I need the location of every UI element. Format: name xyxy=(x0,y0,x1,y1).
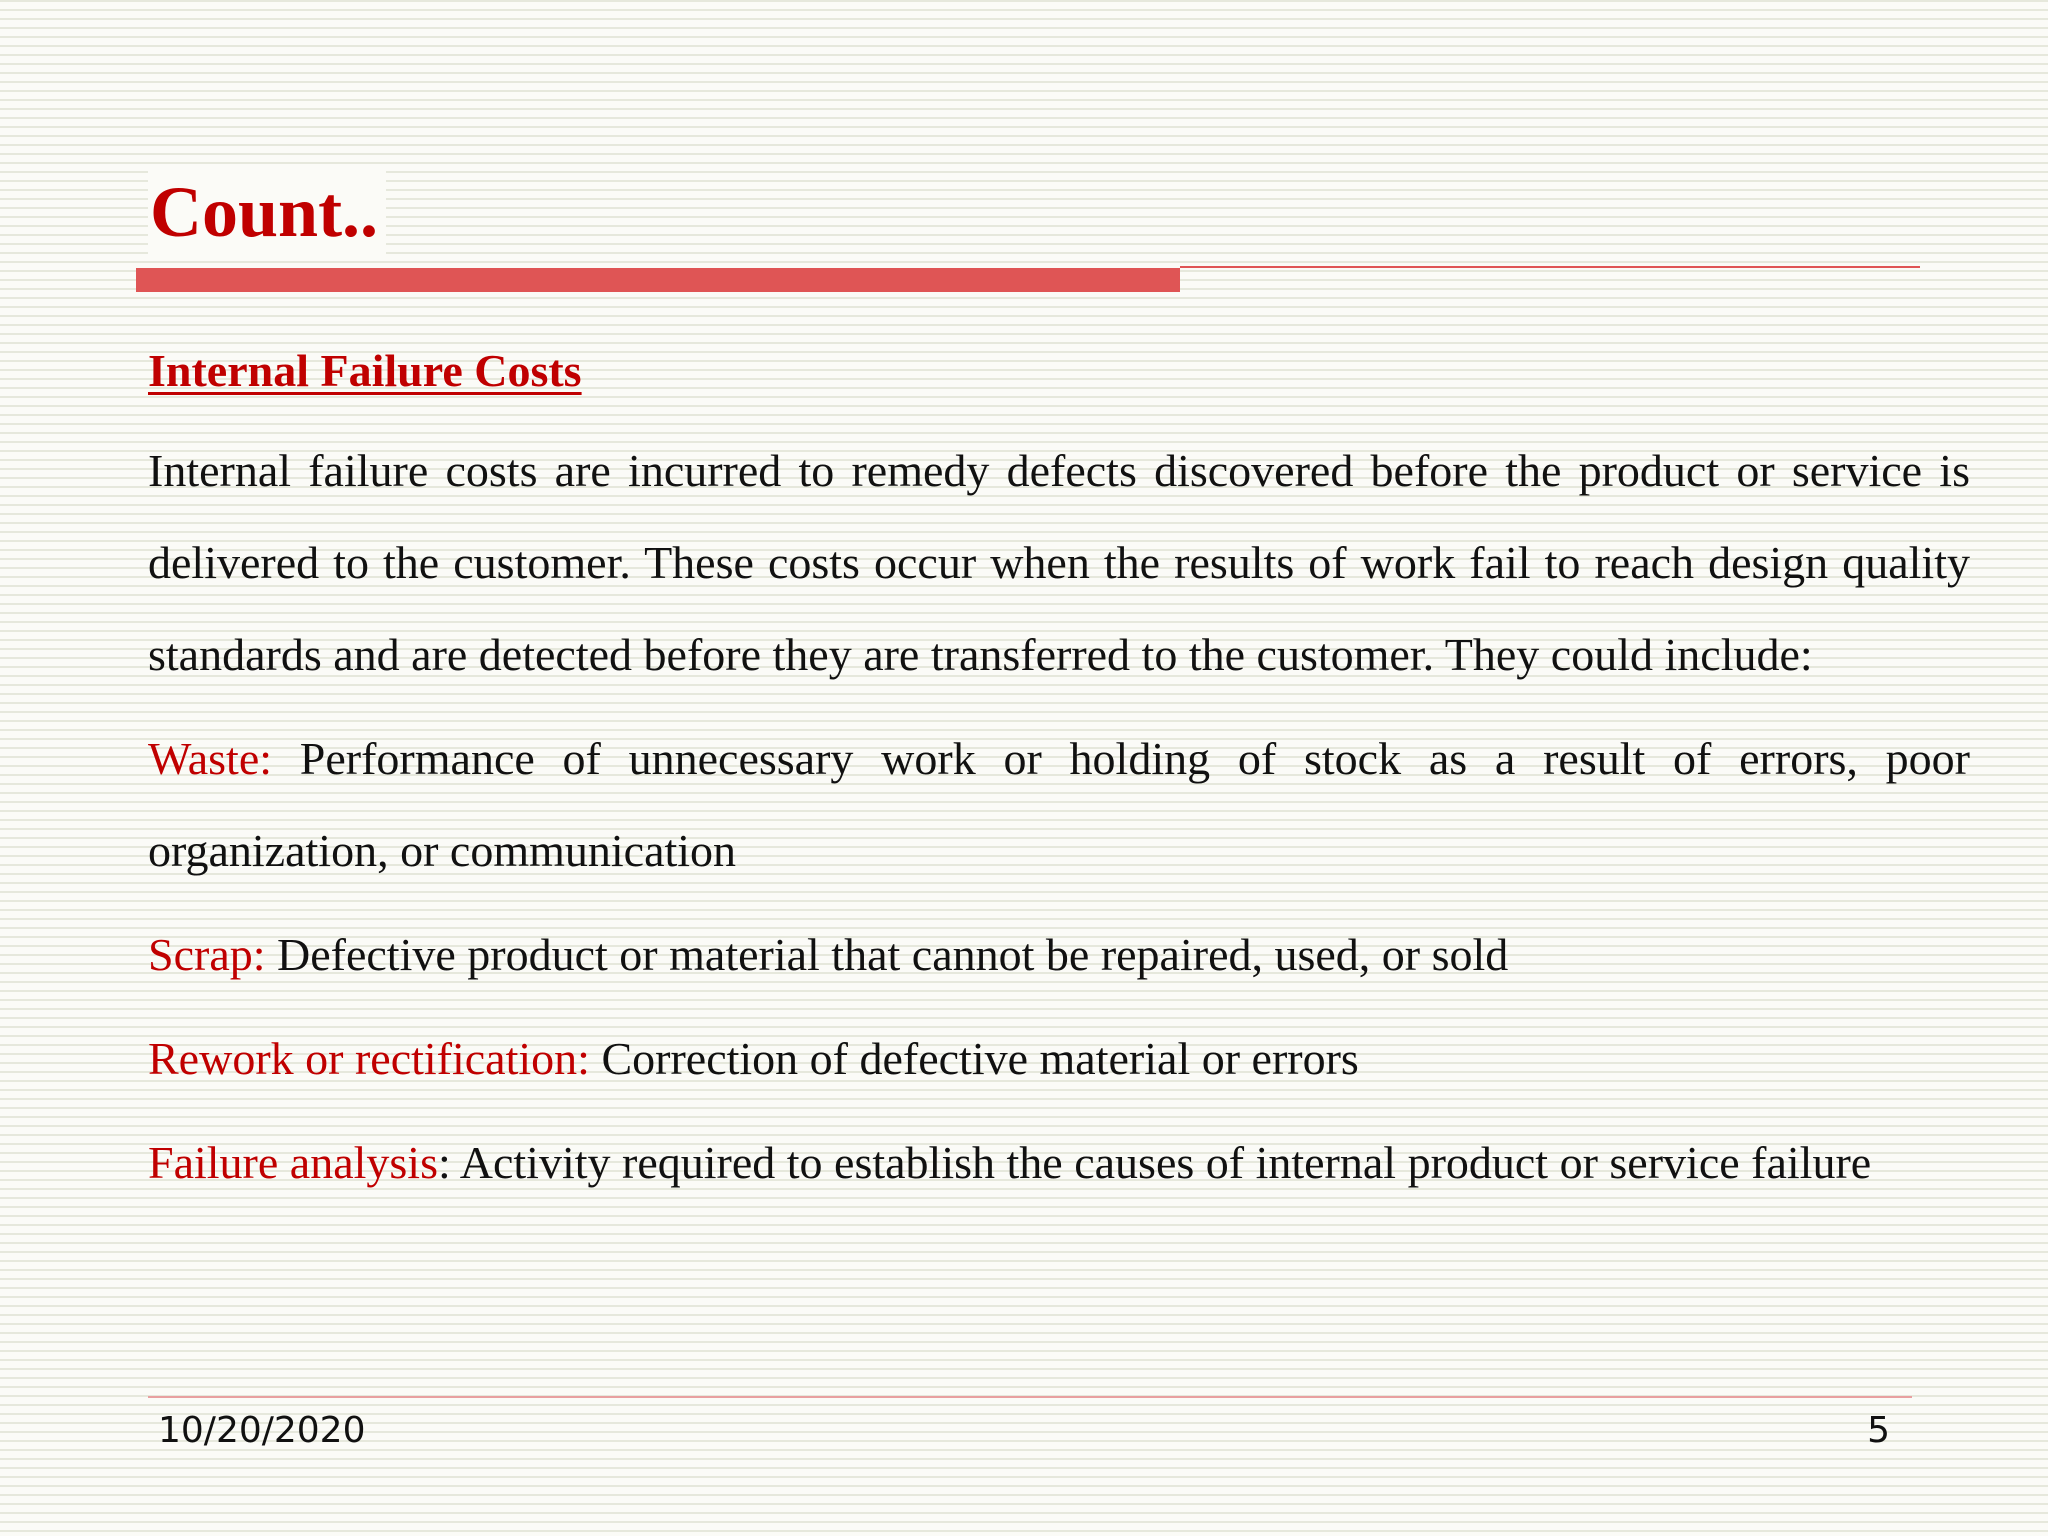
item-term: Waste: xyxy=(148,733,273,784)
intro-paragraph: Internal failure costs are incurred to remedy defects discovered before the product or service is delivered to the customer. These costs occur when the results of work fail to reach design quality standards and are detected before they are transferred to the customer. They could include: xyxy=(148,445,1970,680)
list-item xyxy=(148,1117,1970,1209)
list-item xyxy=(148,909,1970,1001)
slide-title: Count.. xyxy=(148,170,386,254)
item-term: Failure analysis xyxy=(148,1137,438,1188)
item-description: Correction of defective material or errors xyxy=(589,1033,1359,1084)
section-heading xyxy=(148,325,1970,417)
title-underline-bar xyxy=(136,268,1180,292)
item-description: Performance of unnecessary work or holding of stock as a result of errors, poor organization, or communication xyxy=(148,733,1970,876)
list-item xyxy=(148,1013,1970,1105)
footer-divider xyxy=(148,1396,1912,1398)
item-description: : Activity required to establish the causes of internal product or service failure xyxy=(438,1137,1872,1188)
page-number: 5 xyxy=(1867,1410,1890,1451)
item-term: Scrap: xyxy=(148,929,266,980)
item-description: Defective product or material that cannot be repaired, used, or sold xyxy=(265,929,1509,980)
section-heading-text: Internal Failure Costs xyxy=(148,345,582,396)
footer-date: 10/20/2020 xyxy=(158,1410,366,1451)
item-term: Rework or rectification: xyxy=(148,1033,590,1084)
slide-body xyxy=(148,325,1970,1221)
list-item xyxy=(148,713,1970,897)
title-underline-rule xyxy=(1180,266,1920,268)
